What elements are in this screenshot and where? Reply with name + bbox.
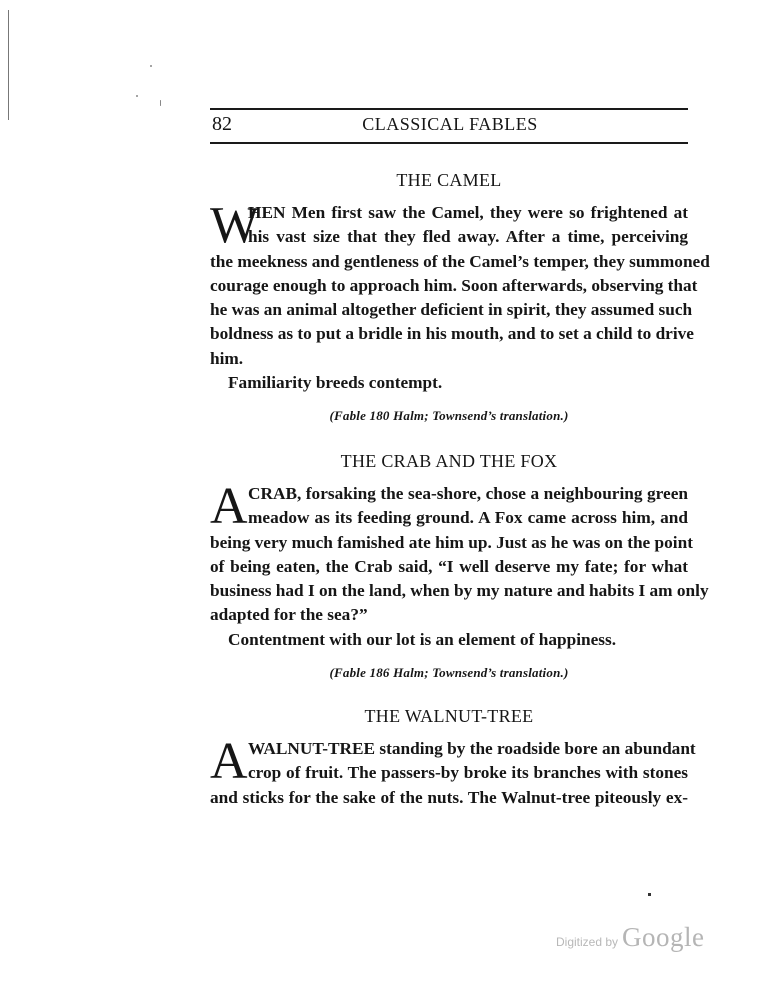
scan-margin-marks	[0, 0, 60, 200]
scan-speck	[150, 65, 152, 67]
header-rule-bottom	[210, 142, 688, 144]
body-line: boldness as to put a bridle in his mouth, and to set a child to drive	[210, 324, 694, 344]
scan-speck	[648, 893, 651, 896]
body-line: adapted for the sea?”	[210, 605, 368, 625]
fable-body	[210, 733, 696, 810]
fable-source: (Fable 180 Halm; Townsend’s translation.)	[329, 408, 569, 424]
fable-body	[210, 478, 709, 628]
body-line: he was an animal altogether deficient in spirit, they assumed such	[210, 300, 693, 320]
google-logo: Google	[622, 922, 705, 952]
body-line: HEN Men first saw the Camel, they were so frightened at	[248, 203, 688, 222]
fable-title: THE CAMEL	[396, 170, 502, 190]
fable-body	[210, 197, 710, 371]
body-line: being very much famished ate him up. Just as he was on the point	[210, 532, 693, 552]
page-header	[210, 108, 688, 146]
body-line: business had I on the land, when by my nature and habits I am only	[210, 581, 709, 601]
fable-moral: Familiarity breeds contempt.	[228, 373, 443, 393]
fable-crab-and-fox	[210, 451, 709, 681]
body-line: of being eaten, the Crab said, “I well deserve my fate; for what	[210, 556, 688, 576]
fable-title: THE CRAB AND THE FOX	[340, 451, 558, 471]
scan-edge-line	[8, 10, 9, 120]
body-line: courage enough to approach him. Soon afterwards, observing that	[210, 275, 698, 295]
body-line: his vast size that they fled away. After a time, perceiving	[248, 227, 688, 247]
body-line: meadow as its feeding ground. A Fox came across him, and	[248, 508, 688, 528]
body-line: CRAB, forsaking the sea-shore, chose a neighbouring green	[248, 484, 688, 503]
scan-speck	[160, 100, 161, 106]
body-line: crop of fruit. The passers-by broke its branches with stones	[248, 763, 688, 783]
body-line: him.	[210, 348, 244, 368]
drop-cap: A	[210, 478, 248, 535]
body-line: WALNUT-TREE standing by the roadside bore an abundant	[248, 739, 696, 758]
drop-cap: A	[210, 733, 248, 790]
scan-speck	[136, 95, 138, 97]
fable-source: (Fable 186 Halm; Townsend’s translation.)	[329, 664, 569, 680]
digitized-by-text: Digitized by	[556, 935, 619, 949]
drop-cap: W	[210, 197, 260, 254]
digitized-by-google-watermark	[556, 922, 705, 953]
body-line: and sticks for the sake of the nuts. The Walnut-tree piteously ex-	[210, 787, 688, 807]
running-title: CLASSICAL FABLES	[362, 114, 538, 134]
fable-title: THE WALNUT-TREE	[364, 706, 534, 726]
body-line: the meekness and gentleness of the Camel’s temper, they summoned	[210, 251, 710, 271]
fable-moral: Contentment with our lot is an element of happiness.	[228, 629, 617, 649]
header-rule-top	[210, 108, 688, 110]
fable-camel	[210, 170, 710, 424]
fable-walnut-tree	[210, 706, 696, 810]
page-number: 82	[212, 113, 232, 135]
